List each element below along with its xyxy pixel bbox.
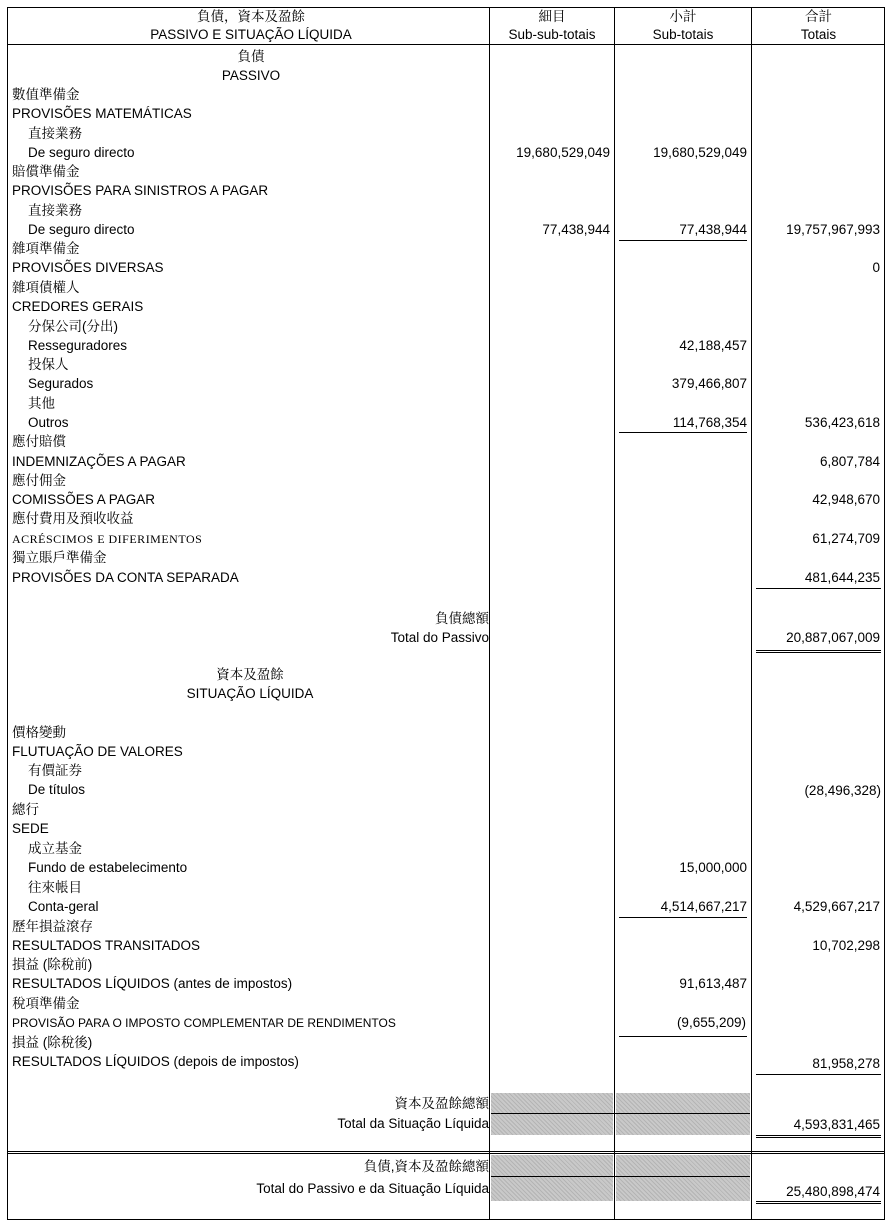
row-label-pt: FLUTUAÇÃO DE VALORES (12, 744, 183, 759)
row-label-zh: 成立基金 (28, 841, 82, 856)
total-label-zh: 負債總額 (435, 611, 489, 626)
sum-rule (619, 917, 747, 918)
grid-line (491, 1113, 750, 1114)
grand-total-value: 25,480,898,474 (786, 1184, 880, 1199)
row-label-pt: PROVISÃO PARA O IMPOSTO COMPLEMENTAR DE RENDIMENTOS (12, 1016, 396, 1030)
row-label-zh: 應付賠償 (12, 434, 66, 449)
row-label-pt: Conta-geral (28, 899, 99, 914)
total-label-zh: 資本及盈餘總額 (394, 1096, 489, 1111)
row-label-pt: Segurados (28, 376, 94, 391)
shaded-cell (616, 1093, 750, 1135)
sum-rule (756, 588, 881, 589)
grid-line (491, 1176, 750, 1177)
sum-rule (756, 1074, 881, 1075)
value-cell: 19,680,529,049 (653, 145, 747, 160)
col0-header-zh: 負債，資本及盈餘 (197, 9, 305, 24)
row-label-pt: ACRÉSCIMOS E DIFERIMENTOS (12, 532, 203, 546)
col1-header-zh: 細目 (538, 9, 566, 24)
sum-rule (619, 1036, 747, 1037)
row-label-pt: RESULTADOS LÍQUIDOS (depois de impostos) (12, 1054, 299, 1069)
row-label-zh: 有價証券 (28, 763, 82, 778)
sum-rule (756, 652, 881, 653)
total-value: 4,593,831,465 (793, 1117, 880, 1132)
row-label-pt: De títulos (28, 782, 86, 797)
value-cell: 91,613,487 (679, 976, 747, 991)
grid-line (7, 44, 885, 45)
row-label-zh: 賠償準備金 (12, 164, 80, 179)
col2-header-pt: Sub-totais (652, 27, 714, 42)
row-label-pt: Outros (28, 415, 69, 430)
value-cell: 536,423,618 (804, 415, 880, 430)
row-label-zh: 直接業務 (28, 203, 82, 218)
grid-line (884, 7, 885, 1220)
value-cell: 0 (872, 260, 880, 275)
row-label-pt: PROVISÕES DA CONTA SEPARADA (12, 570, 239, 585)
row-label-zh: 雜項債權人 (12, 280, 80, 295)
section-heading-zh: 負債 (237, 49, 265, 64)
value-cell: 15,000,000 (679, 860, 747, 875)
row-label-zh: 投保人 (28, 357, 69, 372)
grand-total-label-zh: 負債,資本及盈餘總額 (363, 1159, 489, 1174)
row-label-zh: 價格變動 (12, 725, 66, 740)
row-label-zh: 直接業務 (28, 126, 82, 141)
row-label-pt: INDEMNIZAÇÕES A PAGAR (12, 454, 186, 469)
col1-header-pt: Sub-sub-totais (508, 27, 596, 42)
value-cell: 61,274,709 (812, 531, 880, 546)
sum-rule (756, 1135, 881, 1136)
value-cell: 10,702,298 (812, 938, 880, 953)
total-value: 20,887,067,009 (786, 630, 880, 645)
row-label-zh: 損益 (除稅後) (12, 1035, 93, 1050)
row-label-zh: 獨立賬戶準備金 (12, 550, 107, 565)
row-label-pt: De seguro directo (28, 222, 135, 237)
total-label-pt: Total da Situação Líquida (337, 1116, 489, 1131)
value-cell: 77,438,944 (542, 222, 610, 237)
value-cell: 19,680,529,049 (516, 145, 610, 160)
section-heading-zh: 資本及盈餘 (216, 667, 284, 682)
row-label-zh: 應付佣金 (12, 473, 66, 488)
col3-header-pt: Totais (800, 27, 837, 42)
grid-line (489, 7, 490, 1220)
row-label-zh: 總行 (12, 802, 39, 817)
sum-rule (756, 650, 881, 651)
row-label-pt: RESULTADOS TRANSITADOS (12, 938, 201, 953)
row-label-pt: PROVISÕES MATEMÁTICAS (12, 106, 192, 121)
value-cell: (9,655,209) (676, 1015, 746, 1030)
section-heading-pt: SITUAÇÃO LÍQUIDA (186, 686, 314, 701)
value-cell: 42,948,670 (812, 492, 880, 507)
row-label-pt: De seguro directo (28, 145, 135, 160)
shaded-cell (491, 1155, 613, 1201)
value-cell: 379,466,807 (671, 376, 747, 391)
sum-rule (756, 1203, 881, 1204)
grid-line (751, 7, 752, 1220)
value-cell: 19,757,967,993 (786, 222, 880, 237)
row-label-zh: 稅項準備金 (12, 996, 80, 1011)
grid-line (7, 1153, 885, 1154)
grid-line (7, 1219, 885, 1220)
shaded-cell (616, 1155, 750, 1201)
row-label-zh: 歷年損益滾存 (12, 919, 93, 934)
sum-rule (619, 240, 747, 241)
row-label-pt: CREDORES GERAIS (12, 299, 144, 314)
row-label-pt: PROVISÕES PARA SINISTROS A PAGAR (12, 183, 269, 198)
section-heading-pt: PASSIVO (221, 68, 281, 83)
sum-rule (756, 1137, 881, 1138)
row-label-zh: 數值準備金 (12, 87, 80, 102)
col2-header-zh: 小計 (669, 9, 697, 24)
row-label-zh: 分保公司(分出) (28, 319, 118, 334)
col0-header-pt: PASSIVO E SITUAÇÃO LÍQUIDA (150, 27, 352, 42)
row-label-zh: 其他 (28, 396, 55, 411)
value-cell: (28,496,328) (804, 783, 881, 798)
value-cell: 42,188,457 (679, 338, 747, 353)
grid-line (7, 1151, 885, 1152)
row-label-zh: 應付費用及預收收益 (12, 511, 134, 526)
value-cell: 481,644,235 (804, 570, 880, 585)
value-cell: 77,438,944 (679, 222, 747, 237)
row-label-zh: 雜項準備金 (12, 241, 80, 256)
row-label-pt: SEDE (12, 821, 49, 836)
sum-rule (756, 1201, 881, 1202)
shaded-cell (491, 1093, 613, 1135)
row-label-pt: RESULTADOS LÍQUIDOS (antes de impostos) (12, 976, 293, 991)
value-cell: 81,958,278 (812, 1056, 880, 1071)
row-label-pt: COMISSÕES A PAGAR (12, 492, 156, 507)
row-label-pt: Resseguradores (28, 338, 128, 353)
row-label-zh: 往來帳目 (28, 880, 82, 895)
value-cell: 6,807,784 (819, 454, 880, 469)
row-label-pt: Fundo de estabelecimento (28, 860, 188, 875)
value-cell: 4,529,667,217 (793, 899, 880, 914)
row-label-zh: 損益 (除稅前) (12, 957, 93, 972)
col3-header-zh: 合計 (805, 9, 832, 24)
value-cell: 114,768,354 (672, 415, 747, 430)
sum-rule (619, 432, 747, 433)
value-cell: 4,514,667,217 (660, 899, 747, 914)
row-label-pt: PROVISÕES DIVERSAS (12, 260, 164, 275)
grid-line (614, 7, 615, 1220)
grand-total-label-pt: Total do Passivo e da Situação Líquida (256, 1181, 489, 1196)
total-label-pt: Total do Passivo (390, 630, 489, 645)
